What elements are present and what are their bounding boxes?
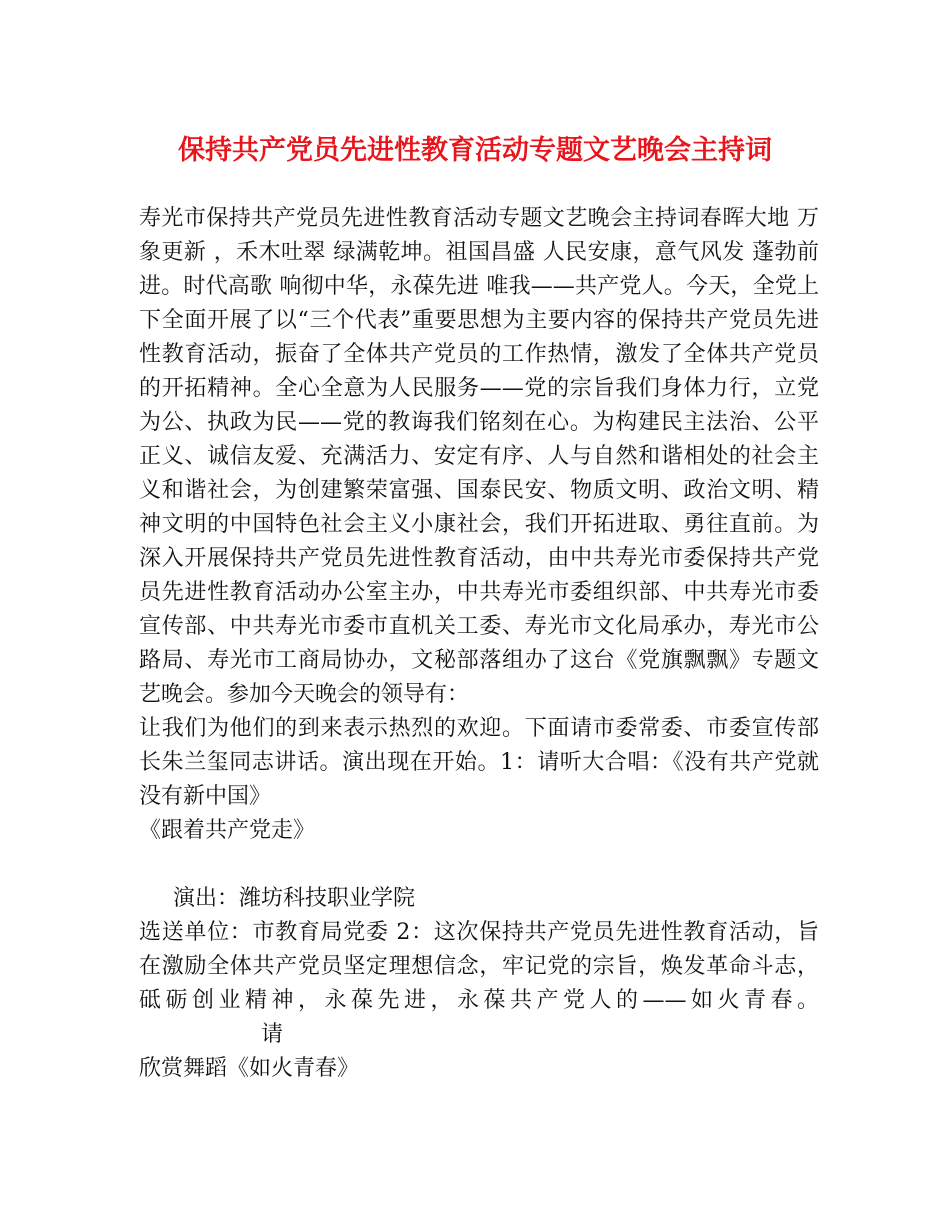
paragraph-intro: 寿光市保持共产党员先进性教育活动专题文艺晚会主持词春晖大地 万象更新 ，禾木吐翠 绿满乾坤。祖国昌盛 人民安康，意气风发 蓬勃前进。时代高歌 响彻中华，永葆先进 唯我——共产党人。今天，全党上下全面开展了以“三个代表”重要思想为主要内容的保持共产党员先进性教育活动，振奋了全体共产党员的工作热情，激发了全体共产党员的开拓精神。全心全意为人民服务——党的宗旨我们身体力行，立党为公、执政为民——党的教诲我们铭刻在心。为构建民主法治、公平正义、诚信友爱、充满活力、安定有序、人与自然和谐相处的社会主义和谐社会，为创建繁荣富强、国泰民安、物质文明、政治文明、精神文明的中国特色社会主义小康社会，我们开拓进取、勇往直前。为深入开展保持共产党员先进性教育活动，由中共寿光市委保持共产党员先进性教育活动办公室主办，中共寿光市委组织部、中共寿光市委宣传部、中共寿光市委市直机关工委、寿光市文化局承办，寿光市公路局、寿光市工商局协办，文秘部落组办了这台《党旗飘飘》专题文艺晚会。参加今天晚会的领导有： [139,206,819,707]
document-title: 保持共产党员先进性教育活动专题文艺晚会主持词 [178,135,772,166]
paragraph-please: 请 [261,1022,284,1047]
paragraph-unit [139,916,819,1052]
blank-line [139,848,819,882]
paragraph-performer: 演出：潍坊科技职业学院 [173,886,416,911]
paragraph-song-title: 《跟着共产党走》 [139,818,316,843]
paragraph-welcome: 让我们为他们的到来表示热烈的欢迎。下面请市委常委、市委宣传部长朱兰玺同志讲话。演出现在开始。1：请听大合唱：《没有共产党就没有新中国》 [139,716,819,809]
paragraph-unit-text: 选送单位：市教育局党委 2：这次保持共产党员先进性教育活动，旨在激励全体共产党员坚定理想信念，牢记党的宗旨，焕发革命斗志，砥砺创业精神，永葆先进，永葆共产党人的——如火青春。 [139,920,819,1013]
document-body [139,202,819,1086]
paragraph-dance: 欣赏舞蹈《如火青春》 [139,1056,360,1081]
